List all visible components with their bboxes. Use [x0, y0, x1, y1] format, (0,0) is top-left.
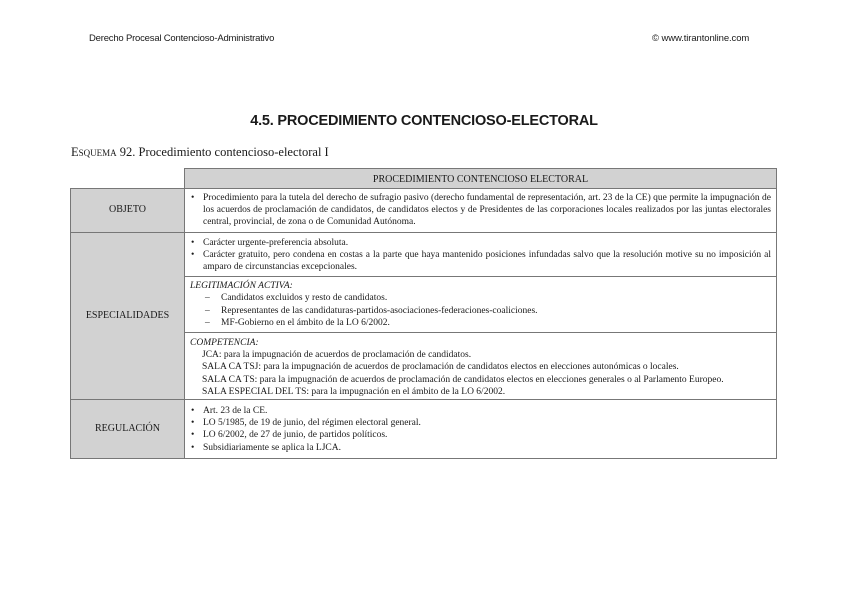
- especialidad-item: • Carácter urgente-preferencia absoluta.: [190, 237, 771, 249]
- competencia-title: COMPETENCIA:: [190, 338, 259, 349]
- row-label-objeto: OBJETO: [71, 189, 185, 233]
- row-label-regulacion: REGULACIÓN: [71, 400, 185, 459]
- schema-caption: [71, 145, 329, 160]
- schema-label: 92. Procedimiento contencioso-electoral I: [119, 145, 329, 159]
- competencia-line: JCA: para la impugnación de acuerdos de proclamación de candidatos.: [202, 350, 472, 361]
- schema-table: [70, 168, 777, 459]
- running-header-left: Derecho Procesal Contencioso-Administrativo: [89, 33, 275, 44]
- competencia-line: SALA CA TS: para la impugnación de acuerdos de proclamación de candidatos electos en elecciones generales o al Parlamento Europeo.: [202, 374, 724, 385]
- objeto-item: • Procedimiento para la tutela del derecho de sufragio pasivo (derecho fundamental de representación, art. 23 de la CE) que permite la impugnación de los acuerdos de proclamación de candidatos, de candidatos electos y de Presidentes de las corporaciones locales realizados por las juntas electorales central, provincial, de zona o de Comunidad Autónoma.: [190, 192, 771, 229]
- legitimacion-title: LEGITIMACIÓN ACTIVA:: [190, 281, 293, 292]
- competencia-line: SALA CA TSJ: para la impugnación de acuerdos de proclamación de candidatos electos en elecciones autonómicas o locales.: [202, 362, 679, 373]
- regulacion-cell: [185, 400, 777, 459]
- row-label-especialidades: ESPECIALIDADES: [71, 232, 185, 399]
- competencia-line: SALA ESPECIAL DEL TS: para la impugnación en el ámbito de la LO 6/2002.: [202, 386, 506, 397]
- section-title: 4.5. PROCEDIMIENTO CONTENCIOSO-ELECTORAL: [250, 113, 598, 129]
- legitimacion-cell: [185, 277, 777, 333]
- legitimacion-item: – Representantes de las candidaturas-partidos-asociaciones-federaciones-coaliciones.: [203, 305, 771, 317]
- schema-prefix: Esquema: [71, 145, 117, 159]
- legitimacion-item: – Candidatos excluidos y resto de candidatos.: [203, 292, 771, 304]
- regulacion-item: • LO 6/2002, de 27 de junio, de partidos políticos.: [190, 429, 771, 441]
- regulacion-item: • Subsidiariamente se aplica la LJCA.: [190, 442, 771, 454]
- competencia-cell: [185, 333, 777, 400]
- objeto-cell: [185, 189, 777, 233]
- regulacion-item: • Art. 23 de la CE.: [190, 405, 771, 417]
- regulacion-item: • LO 5/1985, de 19 de junio, del régimen electoral general.: [190, 417, 771, 429]
- especialidad-item: • Carácter gratuito, pero condena en costas a la parte que haya mantenido posiciones infundadas salvo que la resolución motive su no imposición al amparo de circunstancias excepcionales.: [190, 249, 771, 273]
- legitimacion-item: – MF-Gobierno en el ámbito de la LO 6/2002.: [203, 317, 771, 329]
- table-header: PROCEDIMIENTO CONTENCIOSO ELECTORAL: [185, 169, 777, 189]
- running-header-right: © www.tirantonline.com: [652, 33, 750, 44]
- especialidades-general-cell: [185, 232, 777, 277]
- corner-cell: [71, 169, 185, 189]
